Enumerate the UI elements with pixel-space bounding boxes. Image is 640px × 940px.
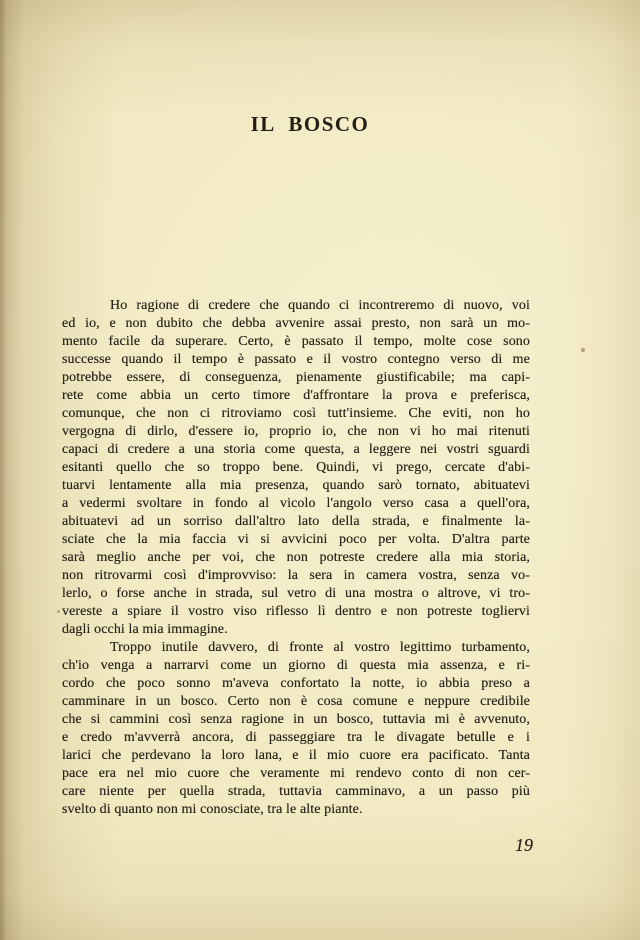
text-line: rete come abbia un certo timore d'affrontare la prova e preferisca, (62, 388, 530, 403)
text-line: camminare in un bosco. Certo non è cosa comune e neppure credibile (62, 694, 530, 709)
text-line: care niente per quella strada, tuttavia camminavo, a un passo più (62, 784, 530, 799)
text-line: dagli occhi la mia immagine. (62, 622, 228, 637)
text-line: ch'io venga a narrarvi come un giorno di questa mia assenza, e ri- (62, 658, 530, 673)
text-line: che si cammini così senza ragione in un bosco, tuttavia mi è avvenuto, (62, 712, 530, 727)
text-line: Troppo inutile davvero, di fronte al vostro legittimo turbamento, (110, 640, 530, 655)
text-line: ed io, e non dubito che debba avvenire assai presto, non sarà un mo- (62, 316, 530, 331)
text-line: successe quando il tempo è passato e il vostro contegno verso di me (62, 352, 530, 367)
text-line: a vedermi svoltare in fondo al vicolo l'angolo verso casa a quell'ora, (62, 496, 530, 511)
text-line: lerlo, o forse anche in strada, sul vetro di una mostra o altrove, vi tro- (62, 586, 530, 601)
text-line: svelto di quanto non mi conosciate, tra le alte piante. (62, 802, 363, 817)
text-line: cordo che poco sonno m'aveva confortato la notte, io abbia preso a (62, 676, 530, 691)
text-line: pace era nel mio cuore che veramente mi rendevo conto di non cer- (62, 766, 530, 781)
paper-speck (581, 348, 585, 352)
text-line: esitanti quello che so troppo bene. Quindi, vi prego, cercate d'abi- (62, 460, 530, 475)
text-line: e credo m'avverrà ancora, di passeggiare tra le divagate betulle e i (62, 730, 530, 745)
text-line: tuarvi lentamente alla mia presenza, quando sarò tornato, abituatevi (62, 478, 530, 493)
page-number: 19 (515, 835, 533, 855)
text-line: larici che perdevano la loro lana, e il mio cuore era pacificato. Tanta (62, 748, 530, 763)
text-line: mento facile da superare. Certo, è passato il tempo, molte cose sono (62, 334, 530, 349)
text-line: vereste a spiare il vostro viso riflesso lì dentro e non potreste togliervi (62, 604, 530, 619)
text-line: abituatevi ad un sorriso dall'altro lato della strada, e finalmente la- (62, 514, 530, 529)
text-line: capaci di credere a una storia come questa, a leggere nei vostri sguardi (62, 442, 530, 457)
text-line: Ho ragione di credere che quando ci incontreremo di nuovo, voi (110, 298, 530, 313)
body-text-block (62, 297, 530, 819)
text-line: comunque, che non ci ritroviamo così tutt'insieme. Che eviti, non ho (62, 406, 530, 421)
chapter-title: IL BOSCO (250, 112, 370, 136)
text-line: non ritrovarmi così d'improvviso: la sera in camera vostra, senza vo- (62, 568, 530, 583)
paper-speck (57, 610, 60, 613)
text-line: sciate che la mia faccia vi si avvicini poco per volta. D'altra parte (62, 532, 530, 547)
text-line: potrebbe essere, di conseguenza, pienamente giustificabile; ma capi- (62, 370, 530, 385)
text-line: sarà meglio anche per voi, che non potreste credere alla mia storia, (62, 550, 530, 565)
text-line: vergogna di dirlo, d'essere io, proprio io, che non vi ho mai ritenuti (62, 424, 530, 439)
